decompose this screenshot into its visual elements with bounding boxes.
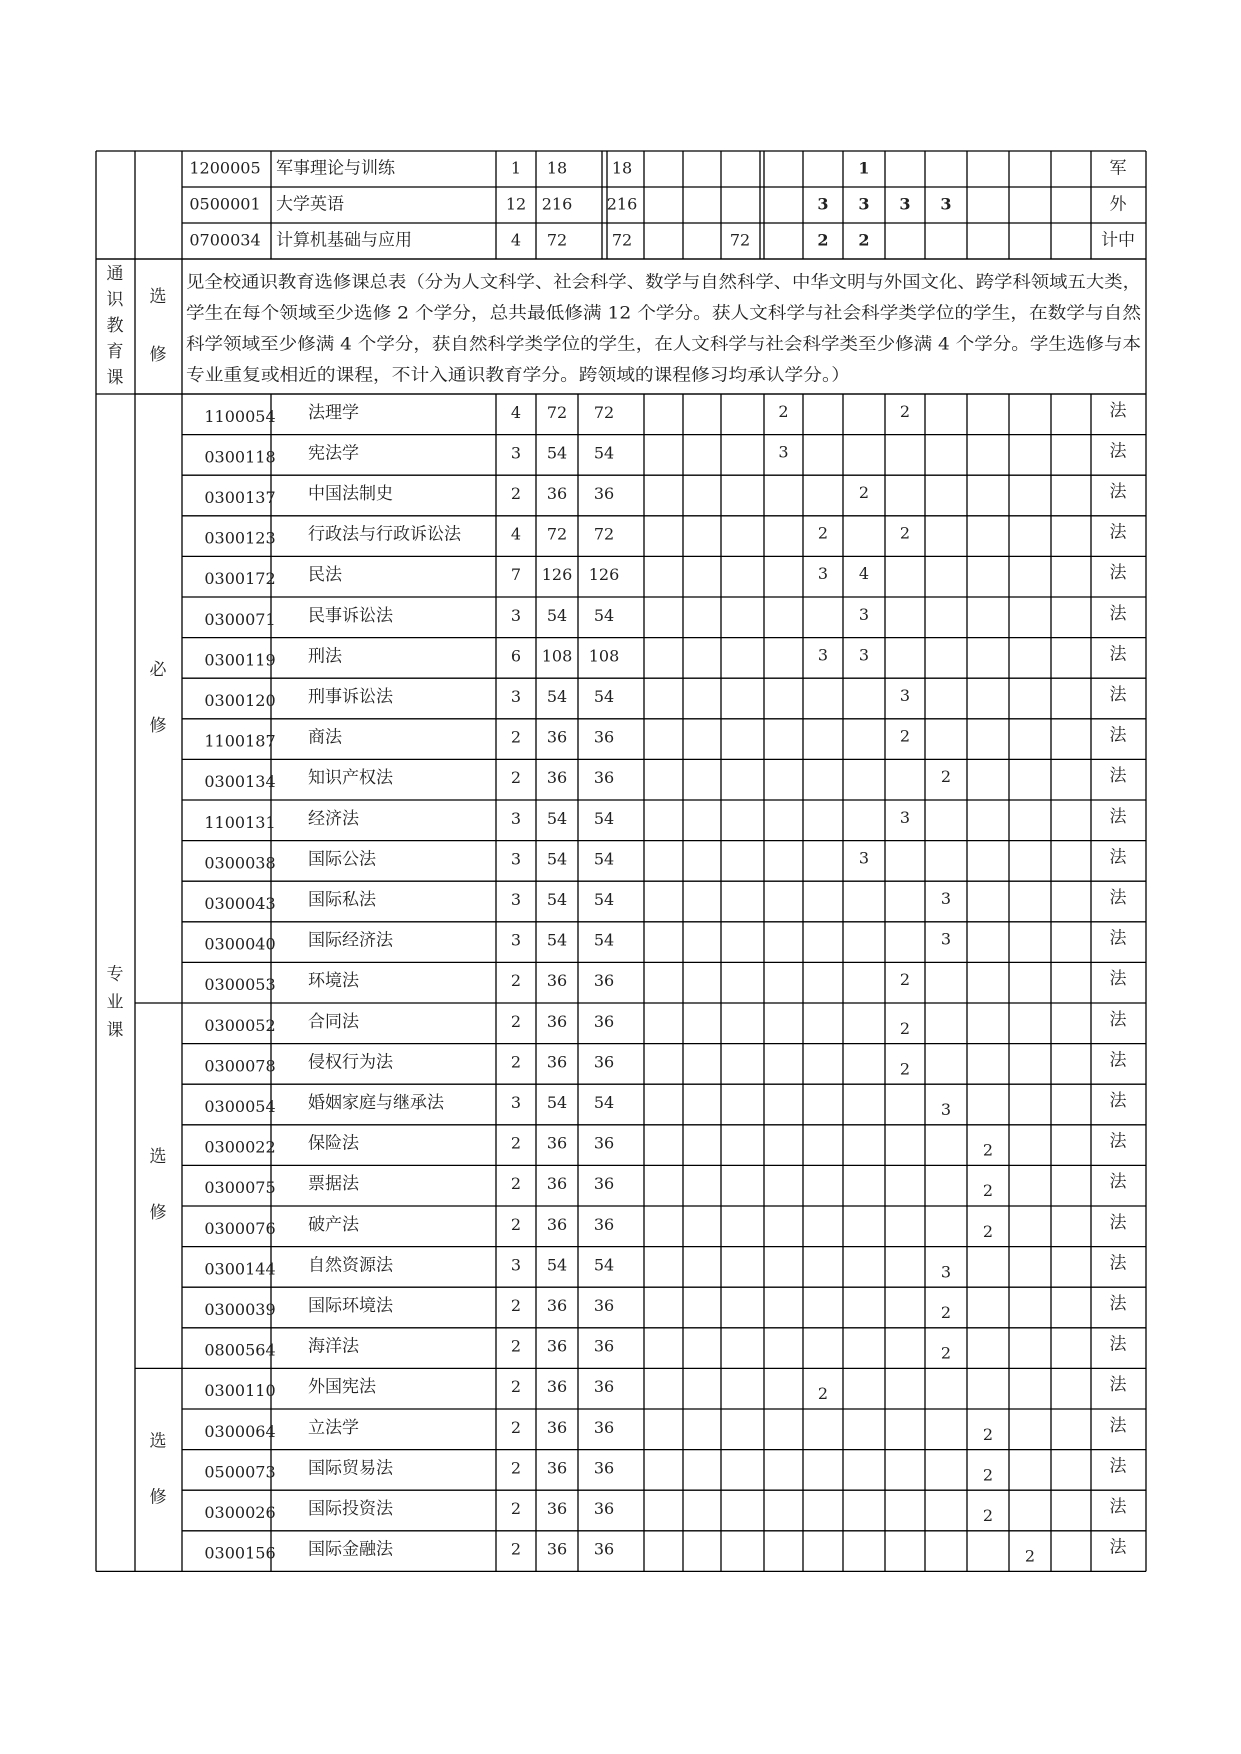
course-dept: 法 <box>1109 1212 1127 1233</box>
course-code: 0700034 <box>189 230 261 250</box>
course-name: 知识产权法 <box>308 768 393 789</box>
course-dept: 军 <box>1109 158 1127 179</box>
course-lecture-hours: 108 <box>588 646 620 666</box>
course-lecture-hours: 126 <box>588 565 620 585</box>
semester-hours: 2 <box>940 1343 952 1363</box>
course-dept: 法 <box>1109 441 1127 462</box>
course-name: 国际私法 <box>308 890 376 910</box>
course-credits: 3 <box>510 1255 522 1275</box>
course-credits: 2 <box>510 1133 522 1153</box>
course-dept: 法 <box>1109 1294 1127 1314</box>
course-credits: 12 <box>505 194 527 214</box>
course-dept: 法 <box>1109 482 1127 502</box>
course-hours: 54 <box>546 443 568 463</box>
course-name: 保险法 <box>308 1133 359 1154</box>
course-code: 0300038 <box>204 853 276 873</box>
course-lecture-hours: 216 <box>606 194 638 214</box>
course-dept: 法 <box>1109 1537 1127 1558</box>
course-hours: 72 <box>546 402 568 422</box>
semester-hours: 2 <box>899 523 911 543</box>
course-lecture-hours: 54 <box>593 1093 615 1112</box>
course-lecture-hours: 54 <box>593 605 615 625</box>
course-credits: 4 <box>510 402 522 422</box>
general-education-label: 识 <box>106 290 124 310</box>
course-hours: 36 <box>546 1499 568 1518</box>
course-credits: 2 <box>510 1499 522 1518</box>
course-code: 0300078 <box>204 1056 276 1076</box>
course-lecture-hours: 36 <box>593 1011 615 1031</box>
course-code: 1100187 <box>204 731 276 751</box>
semester-hours: 3 <box>940 1262 952 1282</box>
course-name: 民事诉讼法 <box>308 605 393 626</box>
course-hours: 126 <box>541 565 573 585</box>
course-hours: 36 <box>546 1011 568 1031</box>
course-name: 刑事诉讼法 <box>308 687 393 707</box>
course-lecture-hours: 36 <box>593 768 615 788</box>
semester-hours: 2 <box>817 1384 829 1404</box>
course-code: 0300134 <box>204 772 276 792</box>
course-dept: 法 <box>1109 928 1127 949</box>
course-credits: 2 <box>510 1296 522 1315</box>
course-hours: 54 <box>546 1093 568 1112</box>
course-name: 大学英语 <box>276 194 344 215</box>
course-dept: 法 <box>1109 1456 1127 1477</box>
semester-hours: 2 <box>982 1221 994 1241</box>
semester-hours: 3 <box>778 442 789 462</box>
semester-hours: 3 <box>899 807 911 827</box>
course-hours: 54 <box>546 605 568 625</box>
semester-hours: 3 <box>817 645 829 665</box>
course-credits: 2 <box>510 484 522 503</box>
course-name: 外国宪法 <box>308 1377 376 1398</box>
course-dept: 法 <box>1109 1172 1127 1193</box>
course-code: 0300026 <box>204 1503 276 1522</box>
semester-hours: 3 <box>899 686 911 705</box>
semester-hours: 2 <box>817 230 829 250</box>
course-experiment-hours: 72 <box>729 230 751 250</box>
course-credits: 3 <box>510 930 522 950</box>
semester-hours: 2 <box>778 401 789 421</box>
course-name: 刑法 <box>308 646 342 667</box>
course-hours: 54 <box>546 890 568 909</box>
course-hours: 54 <box>546 930 568 950</box>
course-credits: 2 <box>510 971 522 991</box>
course-dept: 外 <box>1109 194 1127 215</box>
course-lecture-hours: 18 <box>611 158 633 178</box>
course-name: 婚姻家庭与继承法 <box>308 1093 444 1113</box>
course-lecture-hours: 54 <box>593 930 615 950</box>
semester-hours: 4 <box>858 564 870 584</box>
course-hours: 36 <box>546 1174 568 1194</box>
major-course-label: 专 <box>106 964 124 985</box>
course-lecture-hours: 36 <box>593 1133 615 1153</box>
course-code: 1100054 <box>204 406 276 426</box>
course-type-label: 选 <box>149 1431 167 1452</box>
course-name: 中国法制史 <box>308 484 393 504</box>
semester-hours: 3 <box>817 194 829 214</box>
general-education-note: 学生在每个领域至少选修 2 个学分，总共最低修满 12 个学分。获人文科学与社会科学类学位的学生，在数学与自然 <box>186 303 1143 324</box>
semester-hours: 3 <box>858 194 870 214</box>
course-code: 0300043 <box>204 894 276 913</box>
course-lecture-hours: 72 <box>611 230 633 250</box>
course-lecture-hours: 36 <box>593 727 615 747</box>
course-dept: 法 <box>1109 969 1127 990</box>
course-lecture-hours: 36 <box>593 1174 615 1194</box>
course-hours: 36 <box>546 1133 568 1153</box>
course-credits: 4 <box>510 524 522 544</box>
course-lecture-hours: 36 <box>593 1377 615 1397</box>
semester-hours: 2 <box>940 767 952 787</box>
course-hours: 216 <box>541 194 573 214</box>
course-hours: 36 <box>546 971 568 991</box>
course-dept: 法 <box>1109 1497 1127 1517</box>
course-credits: 2 <box>510 1458 522 1478</box>
course-code: 0500001 <box>189 194 261 214</box>
course-code: 0300137 <box>204 488 276 507</box>
course-lecture-hours: 54 <box>593 1255 615 1275</box>
course-name: 海洋法 <box>308 1336 359 1357</box>
course-dept: 法 <box>1109 400 1127 421</box>
course-credits: 2 <box>510 1174 522 1194</box>
course-dept: 法 <box>1109 888 1127 908</box>
course-lecture-hours: 54 <box>593 849 615 869</box>
course-dept: 法 <box>1109 1253 1127 1274</box>
course-code: 0300071 <box>204 609 276 629</box>
course-name: 国际环境法 <box>308 1296 393 1316</box>
course-credits: 4 <box>510 230 522 250</box>
course-name: 国际金融法 <box>308 1539 393 1560</box>
elective-label: 修 <box>149 345 167 365</box>
course-lecture-hours: 54 <box>593 687 615 706</box>
semester-hours: 2 <box>899 726 911 746</box>
course-code: 0300022 <box>204 1137 276 1157</box>
semester-hours: 3 <box>940 889 952 908</box>
course-hours: 36 <box>546 1336 568 1356</box>
course-lecture-hours: 54 <box>593 443 615 463</box>
semester-hours: 2 <box>982 1424 994 1444</box>
course-lecture-hours: 36 <box>593 1052 615 1072</box>
course-code: 0300119 <box>204 650 276 670</box>
course-name: 票据法 <box>308 1174 359 1195</box>
semester-hours: 2 <box>940 1303 952 1322</box>
course-credits: 3 <box>510 1093 522 1112</box>
course-name: 侵权行为法 <box>308 1052 393 1073</box>
semester-hours: 1 <box>858 158 870 178</box>
course-hours: 36 <box>546 768 568 788</box>
course-credits: 7 <box>510 565 522 585</box>
course-name: 军事理论与训练 <box>276 158 395 179</box>
course-dept: 法 <box>1109 1091 1127 1111</box>
course-dept: 法 <box>1109 725 1127 746</box>
major-course-label: 业 <box>106 992 124 1013</box>
course-dept: 法 <box>1109 806 1127 827</box>
course-lecture-hours: 36 <box>593 1336 615 1356</box>
course-dept: 法 <box>1109 522 1127 543</box>
semester-hours: 2 <box>982 1465 994 1485</box>
course-dept: 法 <box>1109 1050 1127 1071</box>
course-hours: 36 <box>546 484 568 503</box>
course-credits: 2 <box>510 1539 522 1559</box>
course-lecture-hours: 36 <box>593 1214 615 1234</box>
semester-hours: 2 <box>1024 1546 1036 1566</box>
course-lecture-hours: 36 <box>593 971 615 991</box>
semester-hours: 3 <box>940 929 952 949</box>
course-hours: 54 <box>546 808 568 828</box>
course-code: 0300039 <box>204 1300 276 1319</box>
course-code: 0300123 <box>204 528 276 548</box>
general-education-note: 专业重复或相近的课程，不计入通识教育学分。跨领域的课程修习均承认学分。） <box>186 365 850 386</box>
course-dept: 法 <box>1109 1009 1127 1030</box>
course-lecture-hours: 72 <box>593 402 615 422</box>
course-hours: 54 <box>546 849 568 869</box>
semester-hours: 3 <box>940 194 952 214</box>
course-name: 破产法 <box>308 1214 359 1235</box>
course-credits: 2 <box>510 727 522 747</box>
general-education-label: 教 <box>106 316 124 336</box>
general-education-label: 课 <box>106 368 124 388</box>
course-credits: 2 <box>510 1377 522 1397</box>
course-name: 国际投资法 <box>308 1499 393 1519</box>
course-hours: 54 <box>546 1255 568 1275</box>
semester-hours: 3 <box>858 848 870 868</box>
course-name: 行政法与行政诉讼法 <box>308 524 461 545</box>
course-name: 国际经济法 <box>308 930 393 951</box>
semester-hours: 2 <box>817 523 829 543</box>
course-name: 国际公法 <box>308 849 376 870</box>
course-credits: 3 <box>510 443 522 463</box>
course-credits: 3 <box>510 605 522 625</box>
course-code: 0300120 <box>204 691 276 710</box>
general-education-label: 通 <box>106 264 124 284</box>
course-credits: 2 <box>510 768 522 788</box>
course-name: 民法 <box>308 565 342 586</box>
course-hours: 36 <box>546 727 568 747</box>
course-dept: 法 <box>1109 847 1127 868</box>
course-name: 商法 <box>308 727 342 748</box>
course-lecture-hours: 72 <box>593 524 615 544</box>
course-lecture-hours: 36 <box>593 1499 615 1518</box>
course-hours: 36 <box>546 1539 568 1559</box>
course-credits: 2 <box>510 1011 522 1031</box>
course-dept: 法 <box>1109 1375 1127 1396</box>
course-code: 0300144 <box>204 1259 276 1279</box>
semester-hours: 3 <box>858 604 870 624</box>
course-code: 0300156 <box>204 1543 276 1563</box>
course-name: 经济法 <box>308 808 359 829</box>
course-dept: 法 <box>1109 1415 1127 1436</box>
course-hours: 72 <box>546 230 568 250</box>
semester-hours: 3 <box>817 564 829 584</box>
course-lecture-hours: 36 <box>593 1417 615 1437</box>
course-credits: 2 <box>510 1214 522 1234</box>
course-credits: 3 <box>510 687 522 706</box>
course-code: 0300172 <box>204 569 276 589</box>
general-education-label: 育 <box>106 342 124 362</box>
course-type-label: 选 <box>149 1147 167 1168</box>
course-hours: 72 <box>546 524 568 544</box>
course-credits: 3 <box>510 849 522 869</box>
semester-hours: 2 <box>858 483 870 502</box>
course-code: 0300076 <box>204 1218 276 1238</box>
course-code: 0300040 <box>204 934 276 954</box>
course-credits: 2 <box>510 1417 522 1437</box>
semester-hours: 2 <box>982 1506 994 1525</box>
course-dept: 法 <box>1109 603 1127 624</box>
course-hours: 18 <box>546 158 568 178</box>
course-lecture-hours: 36 <box>593 484 615 503</box>
course-code: 0500073 <box>204 1462 276 1482</box>
course-type-label: 修 <box>149 1487 167 1508</box>
course-code: 0300053 <box>204 975 276 995</box>
course-name: 计算机基础与应用 <box>276 230 412 251</box>
semester-hours: 3 <box>940 1100 952 1119</box>
course-hours: 36 <box>546 1052 568 1072</box>
course-code: 0300052 <box>204 1015 276 1035</box>
course-name: 合同法 <box>308 1011 359 1032</box>
course-code: 1100131 <box>204 812 276 832</box>
course-dept: 法 <box>1109 766 1127 787</box>
course-lecture-hours: 54 <box>593 890 615 909</box>
course-dept: 法 <box>1109 1334 1127 1355</box>
major-course-label: 课 <box>106 1020 124 1041</box>
course-hours: 54 <box>546 687 568 706</box>
course-name: 法理学 <box>308 402 359 423</box>
course-hours: 36 <box>546 1458 568 1478</box>
course-code: 0300110 <box>204 1381 276 1401</box>
course-code: 1200005 <box>189 158 261 178</box>
course-code: 0800564 <box>204 1340 276 1360</box>
general-education-note: 科学领域至少修满 4 个学分，获自然科学类学位的学生，在人文科学与社会科学类至少修满 4 个学分。学生选修与本 <box>186 334 1141 355</box>
semester-hours: 2 <box>982 1181 994 1201</box>
course-code: 0300075 <box>204 1178 276 1198</box>
course-name: 自然资源法 <box>308 1255 393 1276</box>
table-cells <box>107 159 1143 1566</box>
semester-hours: 2 <box>899 1059 911 1079</box>
semester-hours: 2 <box>858 230 870 250</box>
course-hours: 36 <box>546 1377 568 1397</box>
course-dept: 计中 <box>1101 230 1135 251</box>
course-hours: 36 <box>546 1214 568 1234</box>
elective-label: 选 <box>149 287 167 307</box>
course-credits: 3 <box>510 890 522 909</box>
course-type-label: 修 <box>149 716 167 736</box>
course-lecture-hours: 54 <box>593 808 615 828</box>
course-dept: 法 <box>1109 563 1127 584</box>
course-type-label: 修 <box>149 1203 167 1224</box>
course-lecture-hours: 36 <box>593 1539 615 1559</box>
course-code: 0300054 <box>204 1097 276 1116</box>
course-name: 宪法学 <box>308 443 359 464</box>
course-credits: 2 <box>510 1336 522 1356</box>
course-dept: 法 <box>1109 1131 1127 1152</box>
semester-hours: 2 <box>899 970 911 990</box>
course-code: 0300118 <box>204 447 276 467</box>
course-lecture-hours: 36 <box>593 1296 615 1315</box>
course-name: 国际贸易法 <box>308 1458 393 1479</box>
course-lecture-hours: 36 <box>593 1458 615 1478</box>
course-credits: 1 <box>510 158 522 178</box>
semester-hours: 3 <box>899 194 911 214</box>
course-hours: 36 <box>546 1417 568 1437</box>
semester-hours: 2 <box>899 401 911 421</box>
course-credits: 2 <box>510 1052 522 1072</box>
course-name: 环境法 <box>308 971 359 992</box>
course-name: 立法学 <box>308 1417 359 1438</box>
course-credits: 3 <box>510 808 522 828</box>
course-hours: 36 <box>546 1296 568 1315</box>
semester-hours: 3 <box>858 645 870 665</box>
general-education-note: 见全校通识教育选修课总表（分为人文科学、社会科学、数学与自然科学、中华文明与外国文化、跨学科领域五大类， <box>186 272 1141 293</box>
course-dept: 法 <box>1109 644 1127 665</box>
course-hours: 108 <box>541 646 573 666</box>
course-dept: 法 <box>1109 685 1127 705</box>
course-type-label: 必 <box>149 660 167 680</box>
semester-hours: 2 <box>982 1140 994 1160</box>
semester-hours: 2 <box>899 1018 911 1038</box>
course-credits: 6 <box>510 646 522 666</box>
course-code: 0300064 <box>204 1421 276 1441</box>
